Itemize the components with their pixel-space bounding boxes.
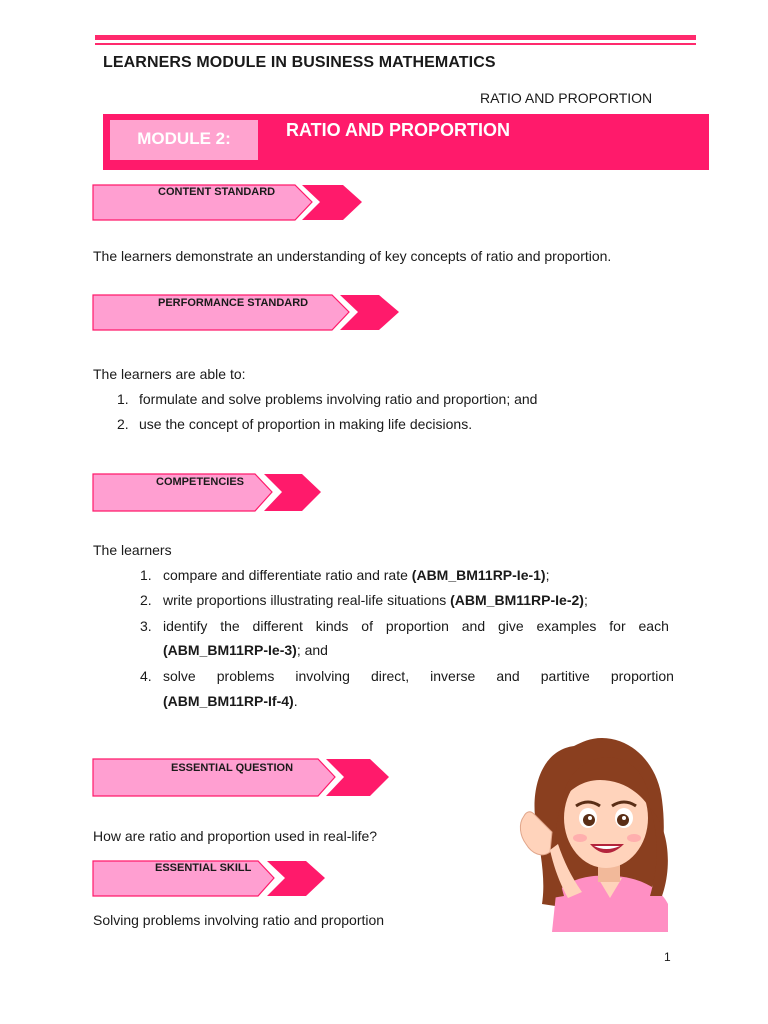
word: for	[609, 618, 626, 634]
competency-item-number: 3.	[140, 618, 152, 634]
competency-justified-line	[163, 668, 674, 684]
competency-end: ;	[583, 592, 588, 608]
performance-item-text: use the concept of proportion in making life decisions.	[139, 416, 473, 432]
word: the	[220, 618, 240, 634]
competency-text: write proportions illustrating real-life situations	[163, 592, 451, 608]
word: give	[497, 618, 524, 634]
competencies-intro: The learners	[93, 542, 172, 558]
competency-item	[163, 567, 550, 584]
competencies-heading: COMPETENCIES	[156, 476, 245, 488]
word: proportion	[385, 618, 449, 634]
word: and	[496, 668, 520, 684]
competency-end: .	[293, 693, 298, 709]
module-name: RATIO AND PROPORTION	[286, 120, 510, 140]
word: partitive	[540, 668, 590, 684]
competency-item-number: 2.	[140, 592, 152, 608]
essential-question-text: How are ratio and proportion used in real-life?	[93, 828, 378, 844]
word: and	[461, 618, 486, 634]
cartoon-avatar-illustration	[512, 728, 670, 932]
document-subtitle: RATIO AND PROPORTION	[480, 90, 653, 106]
essential-skill-heading: ESSENTIAL SKILL	[155, 862, 252, 874]
competency-text: compare and differentiate ratio and rate	[163, 567, 412, 583]
performance-item-text: formulate and solve problems involving ratio and proportion; and	[139, 391, 538, 407]
word: problems	[216, 668, 275, 684]
word: different	[252, 618, 303, 634]
competency-code: (ABM_BM11RP-If-4)	[163, 693, 294, 709]
competency-code: (ABM_BM11RP-Ie-3)	[163, 642, 297, 658]
module-label: MODULE 2:	[137, 129, 231, 148]
competency-end: ; and	[296, 642, 328, 658]
content-standard-heading: CONTENT STANDARD	[158, 186, 276, 198]
word: examples	[536, 618, 597, 634]
competency-justified-line	[163, 618, 669, 634]
performance-standard-intro: The learners are able to:	[93, 366, 246, 382]
word: each	[638, 618, 669, 634]
header-rule-thin	[95, 43, 696, 45]
page-number: 1	[664, 950, 671, 964]
competency-code: (ABM_BM11RP-Ie-1)	[411, 567, 546, 583]
competency-code: (ABM_BM11RP-Ie-2)	[450, 592, 584, 608]
word: solve	[163, 668, 196, 684]
performance-item-number: 2.	[117, 416, 129, 432]
word: of	[361, 618, 373, 634]
competency-item-number: 1.	[140, 567, 152, 583]
content-standard-text: The learners demonstrate an understanding of key concepts of ratio and proportion.	[93, 248, 612, 264]
competency-end: ;	[545, 567, 550, 583]
performance-standard-heading: PERFORMANCE STANDARD	[158, 297, 309, 309]
competency-item-continuation	[163, 642, 328, 659]
word: involving	[295, 668, 350, 684]
essential-skill-text: Solving problems involving ratio and proportion	[93, 912, 385, 928]
header-rule-thick	[95, 35, 696, 40]
performance-item-number: 1.	[117, 391, 129, 407]
word: kinds	[315, 618, 349, 634]
competency-item-number: 4.	[140, 668, 152, 684]
competency-item-continuation	[163, 693, 298, 710]
word: identify	[163, 618, 208, 634]
word: direct,	[370, 668, 410, 684]
competency-item	[163, 592, 588, 609]
document-title: LEARNERS MODULE IN BUSINESS MATHEMATICS	[103, 54, 496, 71]
word: proportion	[610, 668, 674, 684]
word: inverse	[430, 668, 476, 684]
essential-question-heading: ESSENTIAL QUESTION	[171, 762, 294, 774]
